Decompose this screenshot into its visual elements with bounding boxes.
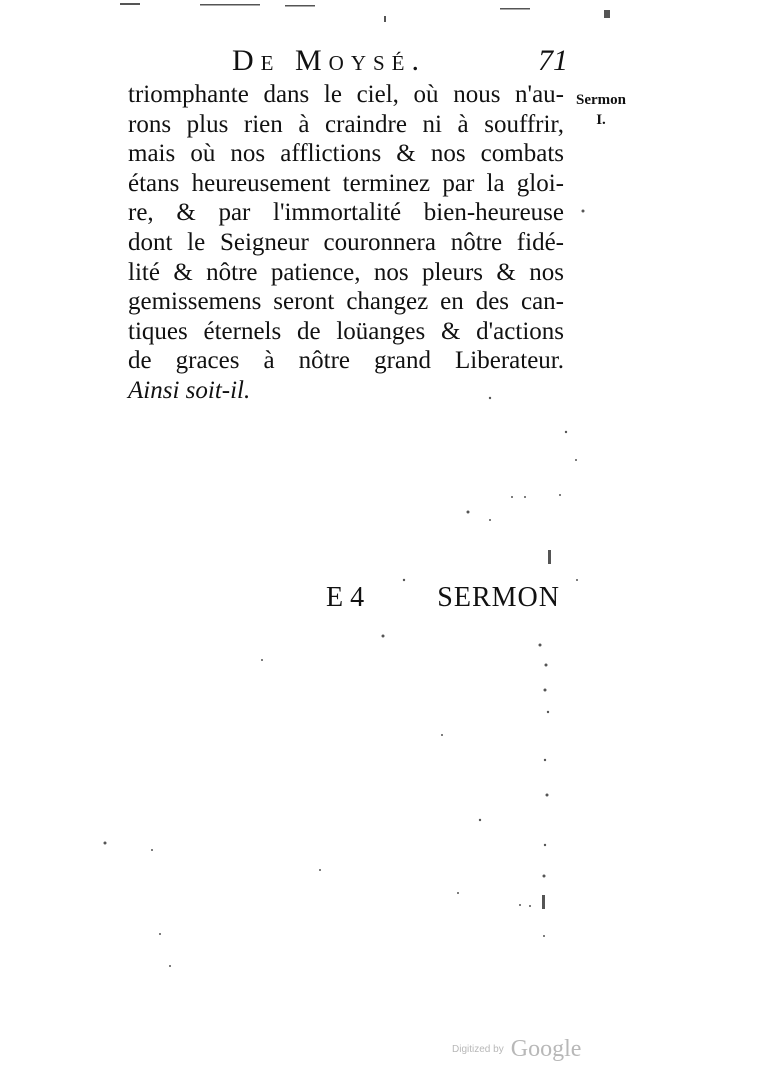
text-line: dont le Seigneur couronnera nôtre fidé- — [128, 228, 564, 256]
text-line: re, & par l'immortalité bien-heureuse — [128, 199, 564, 227]
text-line: triomphante dans le ciel, où nous n'au- — [128, 81, 564, 108]
digitized-watermark — [452, 1036, 582, 1066]
text-line: étans heureusement terminez par la gloi- — [128, 169, 564, 197]
page-number: 71 — [538, 44, 568, 77]
text-line: lité & nôtre patience, nos pleurs & nos — [128, 258, 564, 286]
catchword: SERMON — [437, 582, 560, 613]
marginal-note — [570, 90, 632, 130]
signature-mark: E 4 — [326, 582, 365, 613]
body-text — [128, 80, 564, 406]
marginal-note-number: I. — [596, 112, 606, 128]
marginal-note-title: Sermon — [576, 92, 626, 108]
digitized-by-label: Digitized by — [452, 1044, 504, 1055]
text-line: gemissemens seront changez en des can- — [128, 288, 564, 316]
page-header — [128, 44, 568, 84]
text-line: rons plus rien à craindre ni à souffrir, — [128, 110, 564, 138]
running-head: De Moysé. — [232, 44, 427, 77]
text-line: tiques éternels de loüanges & d'actions — [128, 317, 564, 345]
google-logo: Google — [510, 1036, 582, 1062]
text-line: mais où nos afflictions & nos combats — [128, 140, 564, 168]
closing-line: Ainsi soit-il. — [128, 376, 251, 404]
page-footer — [320, 582, 560, 618]
text-line: de graces à nôtre grand Liberateur. — [128, 347, 564, 375]
